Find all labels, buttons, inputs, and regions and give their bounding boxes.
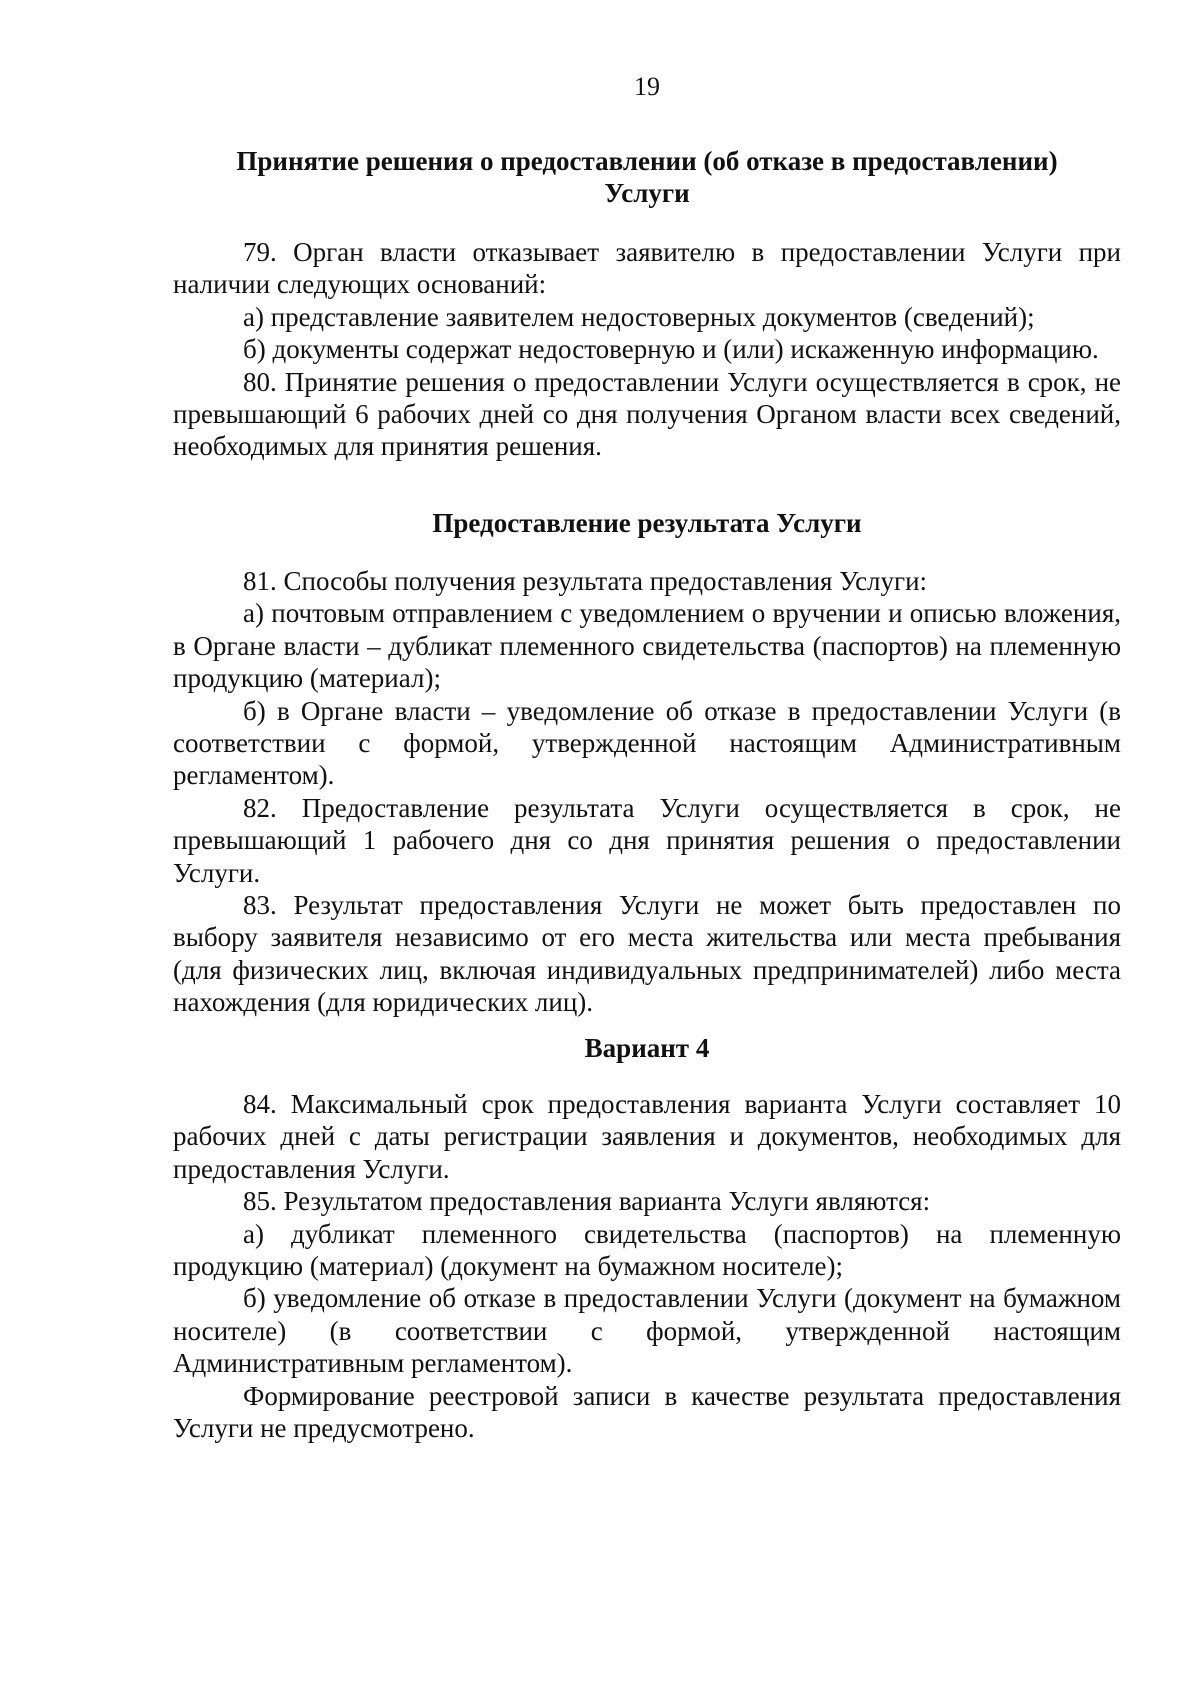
paragraph-84: 84. Максимальный срок предоставления варианта Услуги составляет 10 рабочих дней с даты регистрации заявления и документов, необходимых для предоставления Услуги.: [173, 1089, 1121, 1184]
paragraph-85: 85. Результатом предоставления варианта Услуги являются:: [243, 1186, 931, 1217]
paragraph-85a: а) дубликат племенного свидетельства (паспортов) на племенную продукцию (материал) (документ на бумажном носителе);: [173, 1218, 1121, 1282]
section-heading-result: Предоставление результата Услуги: [432, 508, 862, 538]
paragraph-79b: б) документы содержат недостоверную и (или) искаженную информацию.: [243, 334, 1099, 365]
paragraph-81a: а) почтовым отправлением с уведомлением о вручении и описью вложения, в Органе власти – дубликат племенного свидетельства (паспортов) на племенную продукцию (материал);: [173, 598, 1121, 694]
paragraph-81: 81. Способы получения результата предоставления Услуги:: [243, 566, 928, 596]
page-number: 19: [634, 72, 660, 101]
paragraph-80: 80. Принятие решения о предоставлении Услуги осуществляется в срок, не превышающий 6 рабочих дней со дня получения Органом власти всех сведений, необходимых для принятия решения.: [173, 366, 1121, 462]
document-page: [173, 0, 1121, 1698]
paragraph-79a: а) представление заявителем недостоверных документов (сведений);: [243, 301, 1035, 332]
section-body-decision: [173, 236, 1121, 463]
paragraph-81b: б) в Органе власти – уведомление об отказе в предоставлении Услуги (в соответствии с формой, утвержденной настоящим Административным регламентом).: [173, 695, 1121, 791]
section-heading-decision: [173, 145, 1121, 209]
heading-line: Принятие решения о предоставлении (об отказе в предоставлении): [236, 146, 1058, 176]
heading-line: Услуги: [604, 178, 690, 208]
paragraph-registry: Формирование реестровой записи в качестве результата предоставления Услуги не предусмотрено.: [173, 1380, 1121, 1444]
section-heading-variant-4: Вариант 4: [584, 1033, 710, 1063]
paragraph-83: 83. Результат предоставления Услуги не может быть предоставлен по выбору заявителя независимо от его места жительства или места пребывания (для физических лиц, включая индивидуальных предпринимателей) либо места нахождения (для юридических лиц).: [173, 890, 1121, 1018]
paragraph-85b: б) уведомление об отказе в предоставлении Услуги (документ на бумажном носителе) (в соответствии с формой, утвержденной настоящим Административным регламентом).: [173, 1283, 1121, 1379]
paragraph-79: 79. Орган власти отказывает заявителю в предоставлении Услуги при наличии следующих оснований:: [173, 237, 1121, 300]
section-body-result: [173, 565, 1121, 1019]
section-body-variant-4: [173, 1088, 1121, 1444]
paragraph-82: 82. Предоставление результата Услуги осуществляется в срок, не превышающий 1 рабочего дня со дня принятия решения о предоставлении Услуги.: [173, 792, 1121, 888]
